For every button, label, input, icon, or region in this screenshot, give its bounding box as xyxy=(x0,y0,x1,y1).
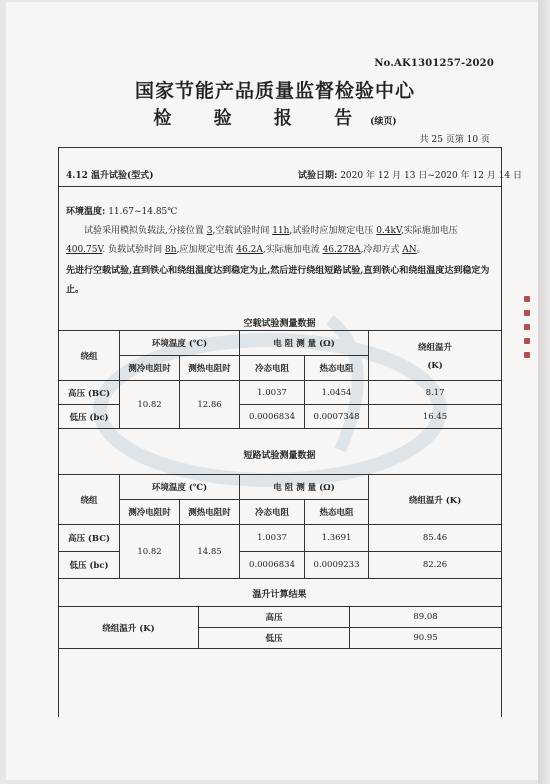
env-hot-value: 12.86 xyxy=(180,381,240,429)
row-winding: 高压 (BC) xyxy=(59,525,120,552)
col-env-cold: 测冷电阻时 xyxy=(120,356,180,381)
col-temp-rise-unit: (K) xyxy=(427,360,443,371)
res-cold-value: 0.0006834 xyxy=(240,405,305,429)
method-text-part: ,冷却方式 xyxy=(360,245,403,255)
report-title xyxy=(0,104,550,130)
spec-voltage: 0.4kV xyxy=(376,226,401,236)
report-number: No.AK1301257-2020 xyxy=(374,58,494,69)
col-res-cold: 冷态电阻 xyxy=(240,356,305,381)
env-temp xyxy=(66,203,496,222)
result-winding-name: 高压 xyxy=(199,607,350,628)
env-temp-label: 环境温度: xyxy=(66,207,106,217)
col-env-temp: 环境温度 (℃) xyxy=(120,331,240,356)
res-cold-value: 1.0037 xyxy=(240,381,305,405)
test-date-value: 2020 年 12 月 13 日~2020 年 12 月 14 日 xyxy=(340,171,522,181)
row-winding: 低压 (bc) xyxy=(59,405,120,429)
row-winding: 高压 (BC) xyxy=(59,381,120,405)
method-text-part: ,试验时应加规定电压 xyxy=(289,226,377,236)
col-winding: 绕组 xyxy=(59,475,120,525)
col-res-hot: 热态电阻 xyxy=(305,500,369,525)
procedure-text: 先进行空载试验,直到铁心和绕组温度达到稳定为止,然后进行绕组短路试验,直到铁心和绕组温度达到稳定为止。 xyxy=(66,266,490,295)
col-env-hot: 测热电阻时 xyxy=(180,500,240,525)
tap-position: 3 xyxy=(206,226,213,236)
row-winding: 低压 (bc) xyxy=(59,552,120,579)
res-cold-value: 1.0037 xyxy=(240,525,305,552)
short-table xyxy=(58,474,502,579)
col-res-hot: 热态电阻 xyxy=(305,356,369,381)
short-table-title: 短路试验测量数据 xyxy=(243,451,316,461)
noload-table xyxy=(58,330,502,429)
col-env-hot: 测热电阻时 xyxy=(180,356,240,381)
noload-table-title: 空载试验测量数据 xyxy=(243,319,316,329)
col-temp-rise: 绕组温升 (K) xyxy=(369,475,502,525)
col-winding: 绕组 xyxy=(59,331,120,381)
load-time: 8h xyxy=(165,245,177,255)
col-env-cold: 测冷电阻时 xyxy=(120,500,180,525)
col-env-temp: 环境温度 (℃) xyxy=(120,475,240,500)
method-text-part: ,空载试验时间 xyxy=(212,226,273,236)
actual-voltage: 400.75V xyxy=(66,245,103,255)
header-divider xyxy=(58,186,501,187)
temp-rise-value: 16.45 xyxy=(369,405,502,429)
test-date-label: 试验日期: xyxy=(298,171,338,181)
report-title-text: 检 验 报 告 xyxy=(153,108,371,129)
col-res-cold: 冷态电阻 xyxy=(240,500,305,525)
spec-current: 46.2A xyxy=(236,245,263,255)
env-cold-value: 10.82 xyxy=(120,381,180,429)
result-value: 90.95 xyxy=(350,628,502,649)
temp-rise-value: 82.26 xyxy=(369,552,502,579)
test-date xyxy=(298,168,522,181)
page-info: 共 25 页第 10 页 xyxy=(419,135,490,145)
res-hot-value: 0.0009233 xyxy=(305,552,369,579)
env-hot-value: 14.85 xyxy=(180,525,240,579)
method-text-part: 试验采用模拟负载法,分接位置 xyxy=(84,226,207,236)
col-temp-rise-label: 绕组温升 xyxy=(418,342,453,353)
center-name: 国家节能产品质量监督检验中心 xyxy=(134,80,415,102)
method-text-part: 。 xyxy=(416,245,426,255)
res-cold-value: 0.0006834 xyxy=(240,552,305,579)
temp-rise-value: 85.46 xyxy=(369,525,502,552)
method-text-part: . 负载试验时间 xyxy=(102,245,166,255)
section-title: 4.12 温升试验(型式) xyxy=(66,171,154,181)
col-resistance: 电 阻 测 量 (Ω) xyxy=(240,475,369,500)
res-hot-value: 0.0007348 xyxy=(305,405,369,429)
result-label: 绕组温升 (K) xyxy=(59,607,199,649)
actual-current: 46.278A xyxy=(322,245,361,255)
env-temp-value: 11.67~14.85℃ xyxy=(108,207,178,217)
result-value: 89.08 xyxy=(350,607,502,628)
col-resistance: 电 阻 测 量 (Ω) xyxy=(240,331,369,356)
method-text-part: ,实际施加电流 xyxy=(262,245,323,255)
continued-label: (续页) xyxy=(370,117,397,127)
result-table-title: 温升计算结果 xyxy=(252,590,307,600)
noload-time: 11h xyxy=(272,226,290,236)
seam-stamp xyxy=(522,288,532,378)
method-text-part: ,应加规定电流 xyxy=(176,245,237,255)
temp-rise-value: 8.17 xyxy=(369,381,502,405)
result-table xyxy=(58,606,502,649)
method-text-part: ,实际施加电压 xyxy=(400,226,458,236)
method-text xyxy=(66,222,496,260)
env-cold-value: 10.82 xyxy=(120,525,180,579)
result-winding-name: 低压 xyxy=(199,628,350,649)
res-hot-value: 1.0454 xyxy=(305,381,369,405)
res-hot-value: 1.3691 xyxy=(305,525,369,552)
col-temp-rise xyxy=(369,331,502,381)
cooling-method: AN xyxy=(402,245,417,255)
